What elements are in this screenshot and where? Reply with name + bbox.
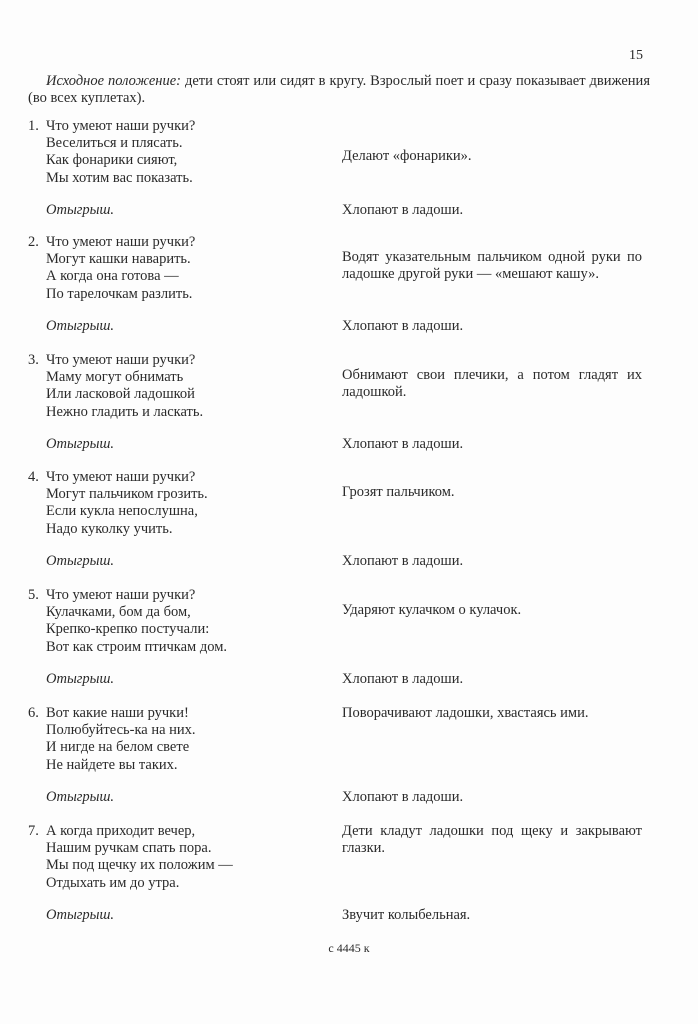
interlude-action: Звучит колыбельная. <box>342 907 471 923</box>
interlude-action: Хлопают в ладоши. <box>342 436 464 452</box>
interlude-label: Отыгрыш. <box>46 436 115 452</box>
verse-2 <box>28 234 648 344</box>
verse-lines <box>28 352 318 421</box>
verse-line <box>28 404 318 421</box>
verse-number: 6. <box>28 705 39 721</box>
verse-line-text: Надо куколку учить. <box>46 520 173 537</box>
verse-line-text: И нигде на белом свете <box>46 739 190 756</box>
verse-line <box>28 823 318 840</box>
verse-action: Поворачивают ладошки, хвастаясь ими. <box>342 705 589 721</box>
verse-line-text: Вот какие наши ручки! <box>46 705 189 721</box>
verse-line <box>28 521 318 538</box>
verse-line-text: Веселиться и плясать. <box>46 135 183 152</box>
verse-line-text: Что умеют наши ручки? <box>46 234 196 250</box>
verse-line <box>28 757 318 774</box>
interlude-label: Отыгрыш. <box>46 907 115 923</box>
verse-line <box>28 739 318 756</box>
interlude-label: Отыгрыш. <box>46 553 115 569</box>
verse-line <box>28 639 318 656</box>
verse-lines <box>28 234 318 303</box>
verse-number: 4. <box>28 469 39 485</box>
verse-line <box>28 587 318 604</box>
verse-lines <box>28 118 318 187</box>
verse-lines <box>28 587 318 656</box>
verse-line-text: Что умеют наши ручки? <box>46 469 196 485</box>
verse-line <box>28 234 318 251</box>
verse-line-text: Полюбуйтесь-ка на них. <box>46 722 196 739</box>
verse-line <box>28 268 318 285</box>
verse-line-text: Могут кашки наварить. <box>46 251 191 268</box>
verse-line-text: Мы хотим вас показать. <box>46 169 193 186</box>
verse-line <box>28 352 318 369</box>
verse-line-text: Кулачками, бом да бом, <box>46 604 191 621</box>
verse-1 <box>28 118 648 228</box>
verse-number: 1. <box>28 118 39 134</box>
verse-line-text: Не найдете вы таких. <box>46 756 178 773</box>
verse-line <box>28 469 318 486</box>
verse-number: 3. <box>28 352 39 368</box>
verse-line-text: Нашим ручкам спать пора. <box>46 840 212 857</box>
intro-paragraph <box>28 73 650 107</box>
verse-line-text: Крепко-крепко постучали: <box>46 621 210 638</box>
interlude-label: Отыгрыш. <box>46 202 115 218</box>
interlude-label: Отыгрыш. <box>46 318 115 334</box>
verse-line <box>28 135 318 152</box>
interlude-label: Отыгрыш. <box>46 789 115 805</box>
verse-line <box>28 286 318 303</box>
verse-7 <box>28 823 648 933</box>
interlude-label: Отыгрыш. <box>46 671 115 687</box>
verse-line-text: Что умеют наши ручки? <box>46 352 196 368</box>
verse-action: Дети кладут ладошки под щеку и закрывают глазки. <box>342 823 642 857</box>
verse-lines <box>28 469 318 538</box>
verse-4 <box>28 469 648 579</box>
verse-line <box>28 604 318 621</box>
verse-lines <box>28 823 318 892</box>
verse-line-text: Что умеют наши ручки? <box>46 118 196 134</box>
verse-line <box>28 170 318 187</box>
verse-line-text: Могут пальчиком грозить. <box>46 486 208 503</box>
verse-line-text: Если кукла непослушна, <box>46 503 198 520</box>
verse-5 <box>28 587 648 697</box>
interlude-action: Хлопают в ладоши. <box>342 789 464 805</box>
verse-line <box>28 486 318 503</box>
verse-line-text: По тарелочкам разлить. <box>46 285 193 302</box>
verse-number: 7. <box>28 823 39 839</box>
verse-action: Водят указательным пальчиком одной руки по ладошке другой руки — «мешают кашу». <box>342 249 642 283</box>
verse-line-text: Мы под щечку их положим — <box>46 857 233 874</box>
interlude-action: Хлопают в ладоши. <box>342 202 464 218</box>
verse-lines <box>28 705 318 774</box>
interlude-action: Хлопают в ладоши. <box>342 671 464 687</box>
page-number: 15 <box>629 48 643 63</box>
verse-line <box>28 621 318 638</box>
verse-line <box>28 705 318 722</box>
verse-line-text: А когда приходит вечер, <box>46 823 196 839</box>
footer-code: с 4445 к <box>328 941 370 955</box>
verse-line <box>28 118 318 135</box>
verse-line <box>28 857 318 874</box>
verse-line-text: Вот как строим птичкам дом. <box>46 638 227 655</box>
verse-3 <box>28 352 648 462</box>
verse-line <box>28 722 318 739</box>
verse-line-text: Маму могут обнимать <box>46 369 184 386</box>
verse-line-text: Или ласковой ладошкой <box>46 386 195 403</box>
intro-label: Исходное положение: <box>46 73 181 89</box>
verse-action: Делают «фонарики». <box>342 148 472 164</box>
verse-action: Ударяют кулачком о кулачок. <box>342 602 522 618</box>
verse-line <box>28 840 318 857</box>
verse-line <box>28 152 318 169</box>
intro-text: дети стоят или сидят в кругу. Взрослый поет и сразу показывает движения (во всех куплетах). <box>28 73 650 106</box>
verse-number: 2. <box>28 234 39 250</box>
interlude-action: Хлопают в ладоши. <box>342 318 464 334</box>
verse-line-text: Нежно гладить и ласкать. <box>46 403 204 420</box>
verse-action: Грозят пальчиком. <box>342 484 455 500</box>
interlude-action: Хлопают в ладоши. <box>342 553 464 569</box>
verse-number: 5. <box>28 587 39 603</box>
verse-line <box>28 251 318 268</box>
verse-line-text: Отдыхать им до утра. <box>46 874 180 891</box>
verse-line <box>28 503 318 520</box>
verse-line-text: Как фонарики сияют, <box>46 152 178 169</box>
verse-line <box>28 369 318 386</box>
verse-line-text: Что умеют наши ручки? <box>46 587 196 603</box>
verse-line-text: А когда она готова — <box>46 268 179 285</box>
verse-6 <box>28 705 648 815</box>
verse-line <box>28 875 318 892</box>
verse-line <box>28 386 318 403</box>
verse-action: Обнимают свои плечики, а потом гладят их ладошкой. <box>342 367 642 401</box>
